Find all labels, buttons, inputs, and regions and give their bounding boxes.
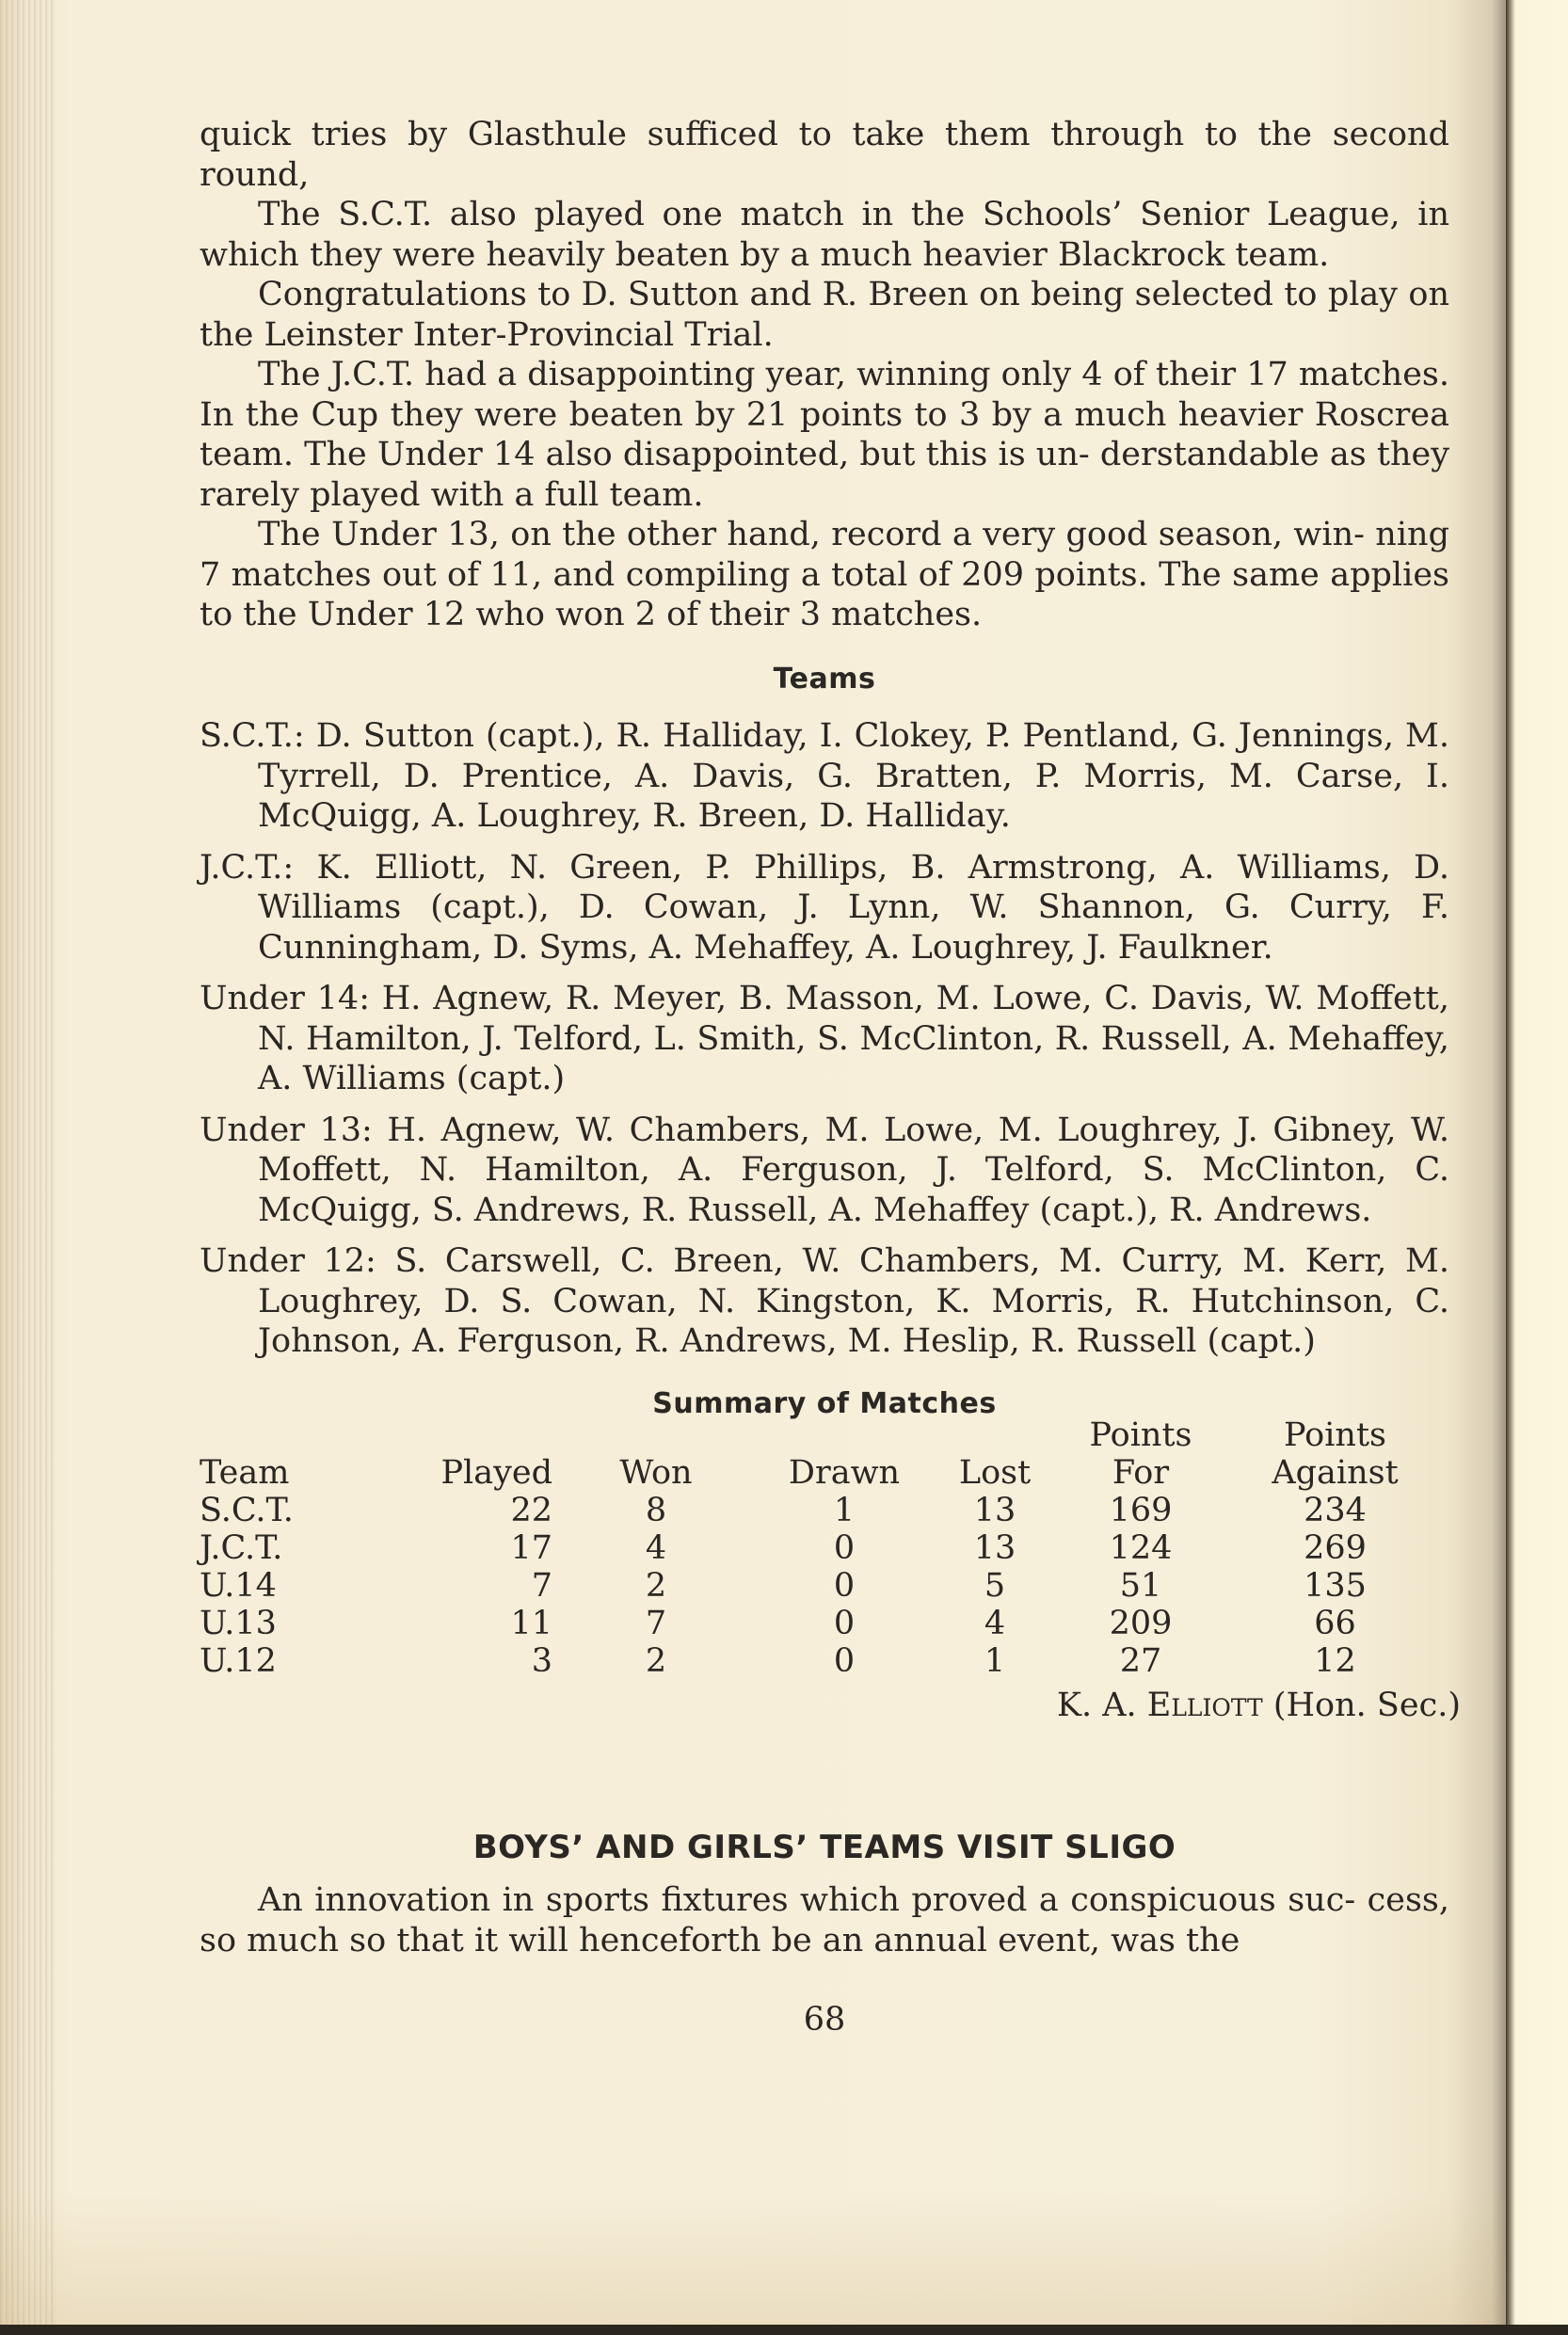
table-row [200, 1605, 1449, 1642]
col-points-against [1221, 1416, 1449, 1492]
cell-points-for: 27 [1119, 1642, 1162, 1680]
cell-drawn: 0 [833, 1605, 856, 1642]
cell-played: 17 [510, 1529, 552, 1567]
table-row [200, 1529, 1449, 1567]
cell-played: 22 [510, 1492, 552, 1529]
team-label: Under 13: [200, 1111, 373, 1149]
team-players: K. Elliott, N. Green, P. Phillips, B. Armstrong, A. Williams, D. Williams (capt.), D. Cowan, J. Lynn, W. Shannon, G. Curry, F. Cunningham, D. Syms, A. Mehaffey, A. Loughrey, J. Faulkner. [258, 848, 1449, 967]
cell-points-for: 124 [1109, 1529, 1173, 1567]
sligo-heading: BOYS’ AND GIRLS’ TEAMS VISIT SLIGO [472, 1828, 1176, 1866]
cell-won: 7 [645, 1605, 667, 1642]
cell-points-for: 169 [1109, 1492, 1173, 1529]
paragraph: The Under 13, on the other hand, record a very good season, win- ning 7 matches out of 11, and compiling a total of 209 points. The same applies to the Under 12 who won 2 of their 3 matches. [200, 516, 1449, 633]
team-label: J.C.T.: [200, 848, 295, 887]
cell-lost: 13 [973, 1492, 1016, 1529]
col-won: Won [619, 1454, 693, 1492]
col-played: Played [440, 1454, 552, 1492]
cell-drawn: 0 [833, 1567, 856, 1605]
cell-team: U.14 [200, 1567, 277, 1605]
col-lost: Lost [958, 1454, 1032, 1492]
team-players: H. Agnew, R. Meyer, B. Masson, M. Lowe, C. Davis, W. Moffett, N. Hamilton, J. Telford, L. Smith, S. McClinton, R. Russell, A. Mehaffey, A. Williams (capt.) [258, 980, 1449, 1097]
summary-heading: Summary of Matches [652, 1386, 997, 1420]
cell-played: 11 [510, 1605, 552, 1642]
team-entry-under-13 [200, 1111, 1449, 1231]
paragraph: The J.C.T. had a disappointing year, winning only 4 of their 17 matches. In the Cup they were beaten by 21 points to 3 by a much heavier Roscrea team. The Under 14 also disappointed, but this is un- derstandable as they rarely played with a full team. [200, 356, 1449, 514]
cell-lost: 4 [984, 1605, 1006, 1642]
team-players: S. Carswell, C. Breen, W. Chambers, M. Curry, M. Kerr, M. Loughrey, D. S. Cowan, N. Kingston, K. Morris, R. Hutchinson, C. Johnson, A. Ferguson, R. Andrews, M. Heslip, R. Russell (capt.) [258, 1242, 1449, 1360]
table-row [200, 1567, 1449, 1605]
col-points-against-line1: Points [1284, 1416, 1386, 1454]
team-label: S.C.T.: [200, 717, 305, 755]
team-label: Under 12: [200, 1242, 376, 1280]
col-team: Team [200, 1454, 290, 1492]
cell-points-against: 135 [1304, 1567, 1367, 1605]
cell-drawn: 0 [833, 1642, 856, 1680]
team-entry-under-12 [200, 1241, 1449, 1362]
teams-heading: Teams [773, 662, 876, 696]
cell-points-for: 209 [1109, 1605, 1173, 1642]
signature-title: (Hon. Sec.) [1272, 1687, 1461, 1724]
cell-team: U.12 [200, 1642, 277, 1680]
cell-points-against: 234 [1304, 1492, 1367, 1529]
cell-drawn: 1 [833, 1492, 856, 1529]
cell-team: U.13 [200, 1605, 277, 1642]
cell-points-for: 51 [1119, 1567, 1162, 1605]
paragraph: Congratulations to D. Sutton and R. Breen on being selected to play on the Leinster Inter-Provincial Trial. [200, 276, 1449, 354]
teams-list [200, 716, 1449, 1362]
col-points-for-line2: For [1112, 1454, 1170, 1492]
team-entry-under-14 [200, 979, 1449, 1099]
cell-won: 8 [645, 1492, 667, 1529]
cell-won: 2 [645, 1642, 667, 1680]
cell-points-against: 269 [1304, 1529, 1367, 1567]
cell-lost: 5 [984, 1567, 1006, 1605]
cell-drawn: 0 [833, 1529, 856, 1567]
cell-points-against: 12 [1314, 1642, 1356, 1680]
paragraph: An innovation in sports fixtures which proved a conspicuous suc- cess, so much so that it will henceforth be an annual event, was the [200, 1881, 1449, 1959]
facing-page-edge [1506, 0, 1568, 2335]
summary-header-row [200, 1416, 1449, 1492]
team-label: Under 14: [200, 980, 370, 1017]
team-players: H. Agnew, W. Chambers, M. Lowe, M. Loughrey, J. Gibney, W. Moffett, N. Hamilton, A. Ferguson, J. Telford, S. McClinton, C. McQuigg, S. Andrews, R. Russell, A. Mehaffey (capt.), R. Andrews. [258, 1111, 1449, 1229]
cell-team: J.C.T. [200, 1529, 283, 1567]
col-points-for [1061, 1416, 1221, 1492]
paragraph: quick tries by Glasthule sufficed to take them through to the second round, [200, 116, 1449, 194]
col-points-against-line2: Against [1272, 1454, 1399, 1492]
page-number: 68 [803, 2001, 846, 2039]
signature [200, 1686, 1461, 1726]
cell-won: 4 [645, 1529, 667, 1567]
signature-name: K. A. Elliott [1056, 1687, 1263, 1724]
cell-lost: 13 [973, 1529, 1016, 1567]
page-text-block [200, 115, 1461, 2040]
cell-points-against: 66 [1314, 1605, 1356, 1642]
table-row [200, 1492, 1449, 1529]
summary-table [200, 1416, 1449, 1680]
cell-played: 7 [531, 1567, 552, 1605]
col-points-for-line1: Points [1089, 1416, 1192, 1454]
team-entry-sct [200, 716, 1449, 837]
col-drawn: Drawn [788, 1454, 901, 1492]
table-row [200, 1642, 1449, 1680]
team-entry-jct [200, 848, 1449, 968]
scan-border [0, 2325, 1568, 2335]
cell-team: S.C.T. [200, 1492, 294, 1529]
paragraph: The S.C.T. also played one match in the Schools’ Senior League, in which they were heavily beaten by a much heavier Blackrock team. [200, 196, 1449, 274]
cell-played: 3 [531, 1642, 552, 1680]
cell-lost: 1 [984, 1642, 1006, 1680]
cell-won: 2 [645, 1567, 667, 1605]
team-players: D. Sutton (capt.), R. Halliday, I. Clokey, P. Pentland, G. Jennings, M. Tyrrell, D. Prentice, A. Davis, G. Bratten, P. Morris, M. Carse, I. McQuigg, A. Loughrey, R. Breen, D. Halliday. [258, 717, 1449, 835]
